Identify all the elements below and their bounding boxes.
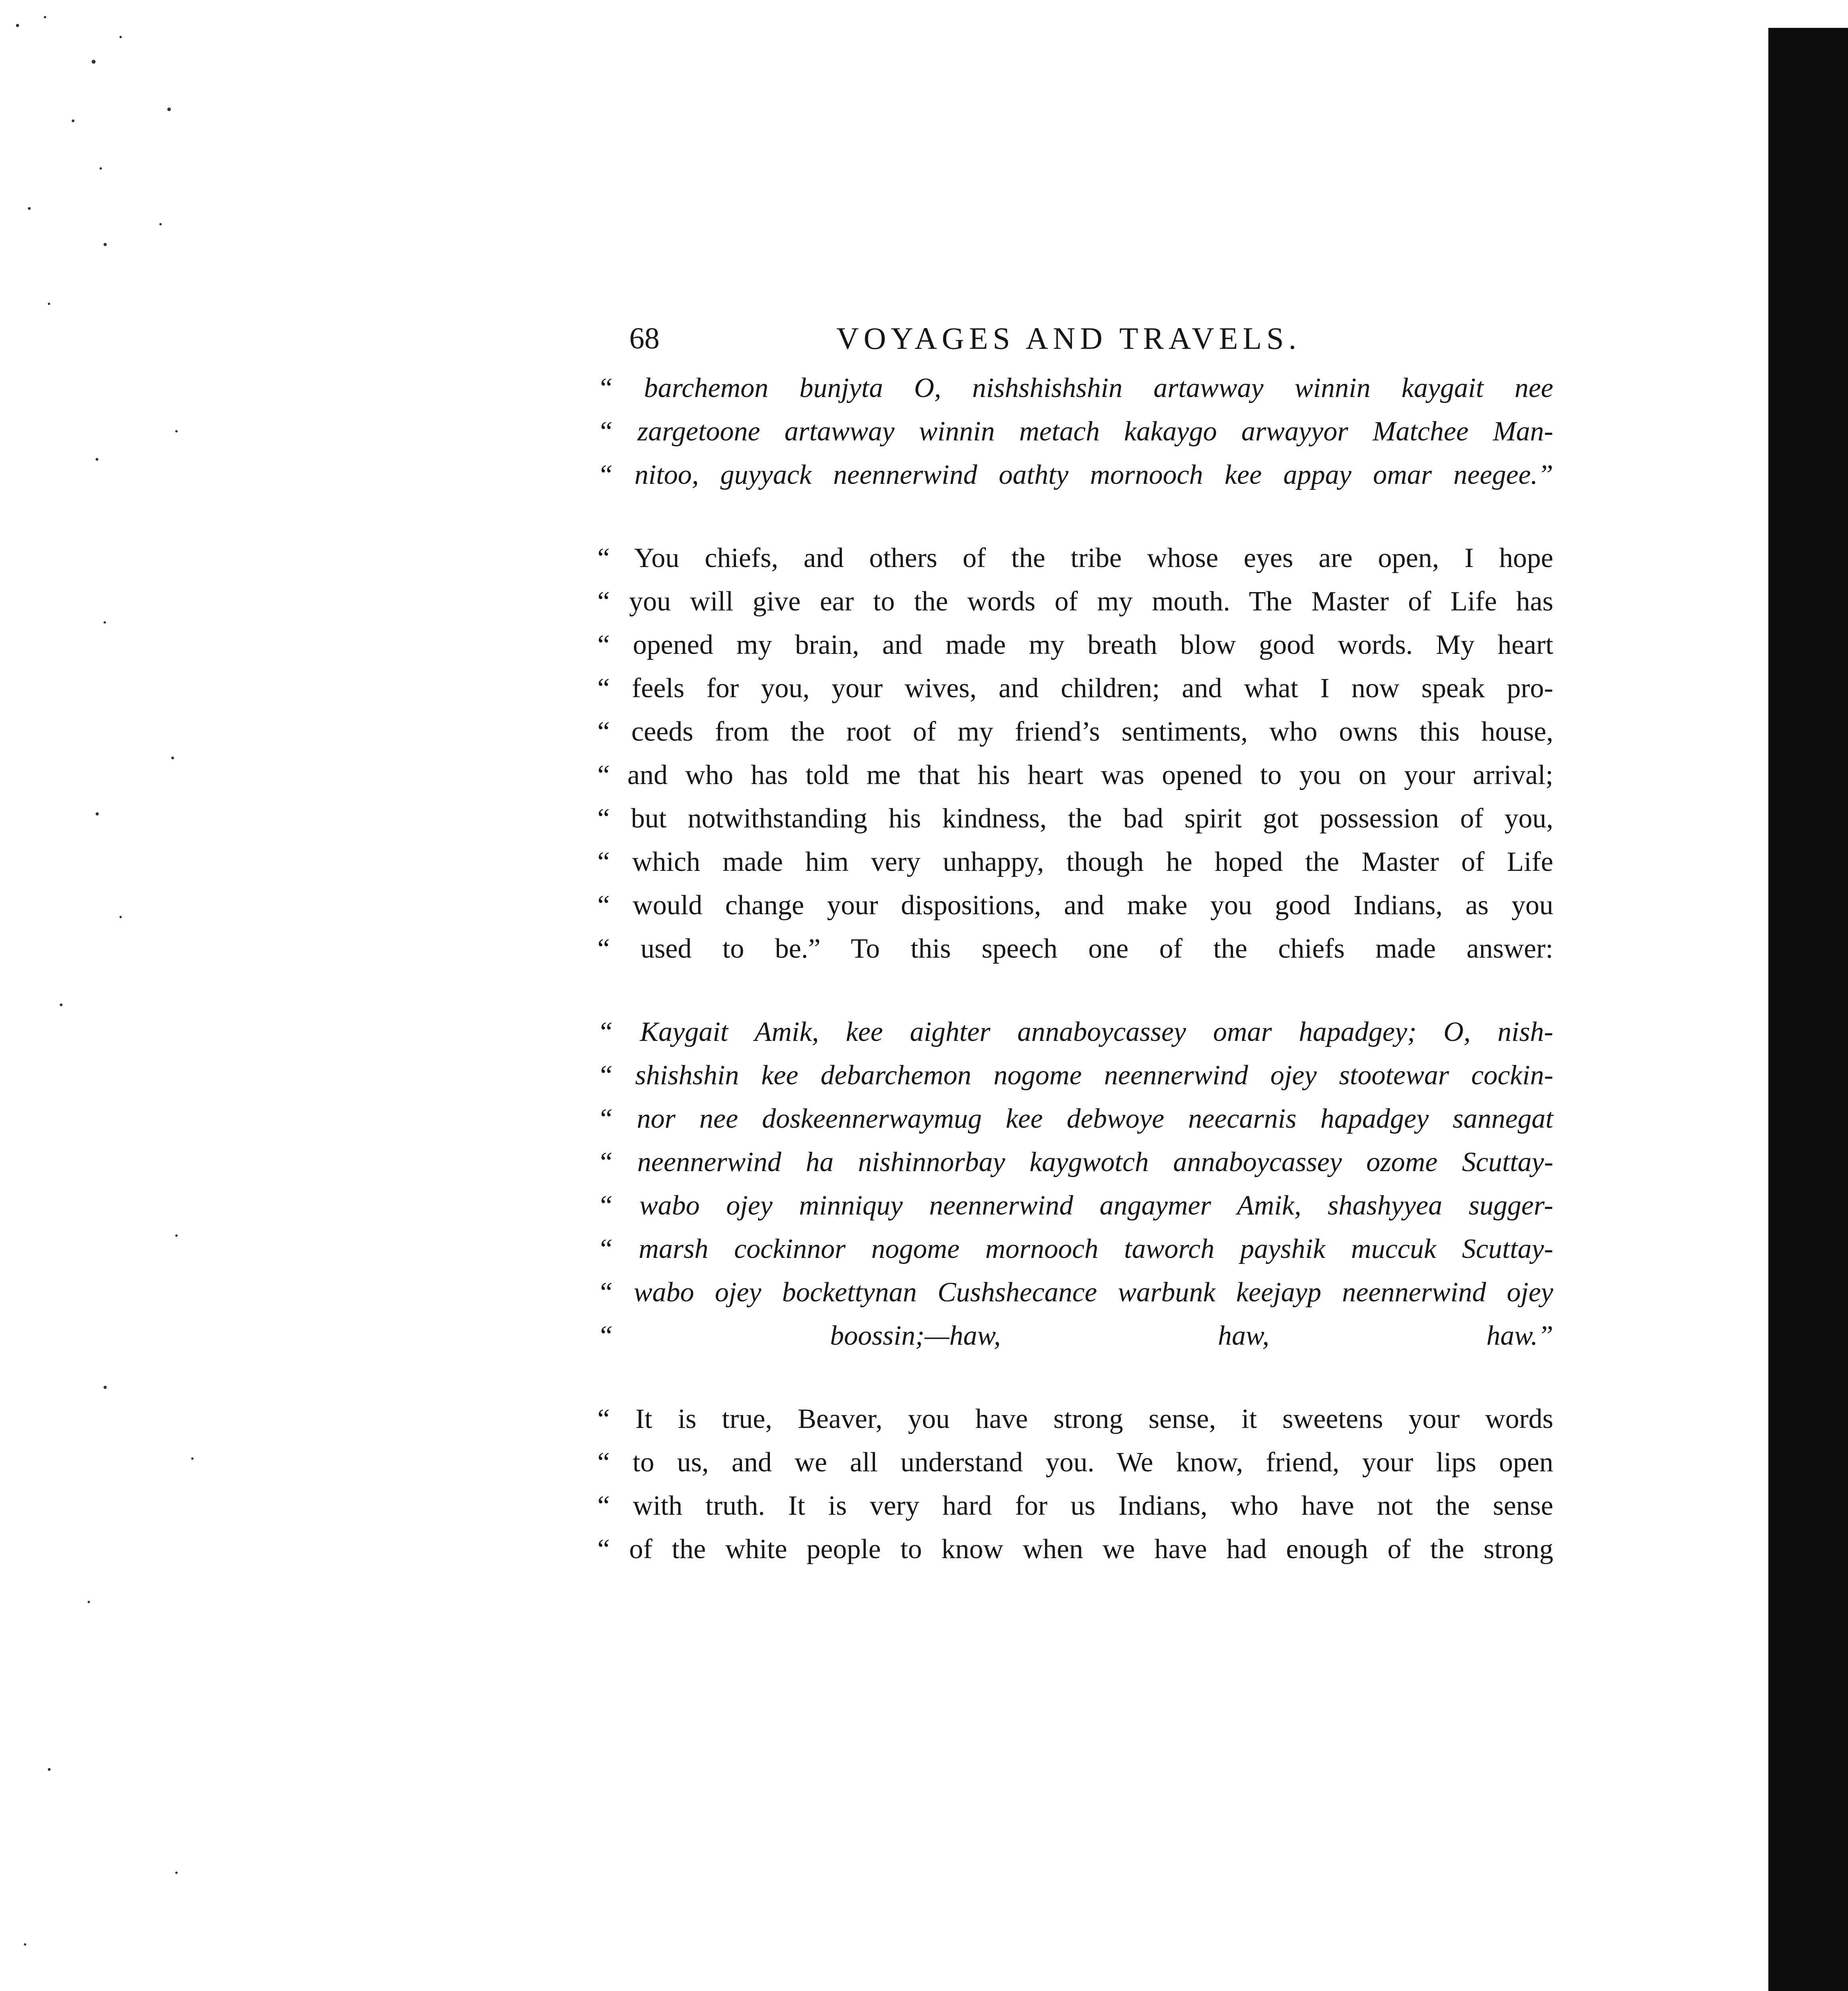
text-line: “ wabo ojey minniquy neennerwind angaymer Amik, shashyyea sugger- (597, 1190, 1553, 1221)
running-title: VOYAGES AND TRAVELS. (836, 321, 1301, 356)
text-line: “ with truth. It is very hard for us Indians, who have not the sense (597, 1490, 1553, 1521)
scan-speck (175, 1872, 178, 1874)
text-line: “ you will give ear to the words of my mouth. The Master of Life has (597, 586, 1553, 617)
text-line: “ barchemon bunjyta O, nishshishshin artawway winnin kaygait nee (597, 373, 1553, 403)
text-line: “ which made him very unhappy, though he hoped the Master of Life (597, 847, 1553, 877)
left-gutter-specks (0, 0, 223, 1991)
running-head (597, 311, 1553, 362)
scan-speck (96, 812, 99, 816)
text-line: “ zargetoone artawway winnin metach kakaygo arwayyor Matchee Man- (597, 416, 1553, 447)
scan-speck (175, 430, 178, 432)
indian-speech-paragraph (597, 1010, 1553, 1357)
text-line: “ neennerwind ha nishinnorbay kaygwotch annaboycassey ozome Scuttay- (597, 1147, 1553, 1177)
text-line: “ ceeds from the root of my friend’s sentiments, who owns this house, (597, 716, 1553, 747)
scan-speck (191, 1457, 194, 1460)
scan-speck (60, 1003, 63, 1006)
text-line: “ marsh cockinnor nogome mornooch taworch payshik muccuk Scuttay- (597, 1234, 1553, 1264)
english-paragraph (597, 536, 1553, 970)
scan-speck (119, 916, 122, 918)
text-line: “ and who has told me that his heart was opened to you on your arrival; (597, 760, 1553, 790)
paragraph-gap (597, 497, 1553, 536)
indian-speech-paragraph (597, 366, 1553, 497)
text-line: “ feels for you, your wives, and children; and what I now speak pro- (597, 673, 1553, 704)
text-line: “ nitoo, guyyack neennerwind oathty mornooch kee appay omar neegee.” (597, 460, 1553, 490)
scan-speck (171, 757, 174, 759)
paragraph-gap (597, 970, 1553, 1010)
scan-speck (96, 458, 98, 461)
scan-speck (48, 1768, 51, 1771)
scan-speck (119, 36, 122, 38)
text-line: “ to us, and we all understand you. We know, friend, your lips open (597, 1447, 1553, 1478)
scan-speck (104, 1386, 107, 1389)
text-line: “ It is true, Beaver, you have strong sense, it sweetens your words (597, 1404, 1553, 1434)
scan-speck (104, 621, 106, 624)
text-line: “ Kaygait Amik, kee aighter annaboycassey omar hapadgey; O, nish- (597, 1017, 1553, 1047)
scan-speck (100, 167, 102, 170)
text-line: “ shishshin kee debarchemon nogome neennerwind ojey stootewar cockin- (597, 1060, 1553, 1091)
scan-speck (88, 1601, 90, 1603)
scan-speck (28, 207, 31, 210)
scan-speck (44, 16, 46, 18)
scan-speck (48, 303, 50, 305)
scan-speck (159, 223, 162, 225)
scan-speck (16, 24, 19, 27)
text-line: “ boossin;—haw, haw, haw.” (597, 1320, 1553, 1351)
book-page (597, 311, 1553, 1571)
text-line: “ wabo ojey bockettynan Cushshecance warbunk keejayp neennerwind ojey (597, 1277, 1553, 1308)
text-line: “ used to be.” To this speech one of the chiefs made answer: (597, 933, 1553, 964)
scan-speck (104, 243, 107, 246)
scan-speck (92, 60, 96, 64)
english-paragraph (597, 1397, 1553, 1571)
page-edge-shadow (1768, 28, 1848, 1991)
scan-speck (24, 1943, 26, 1946)
text-line: “ of the white people to know when we have had enough of the strong (597, 1534, 1553, 1565)
page-number: 68 (629, 322, 660, 355)
scan-speck (175, 1234, 178, 1237)
paragraph-gap (597, 1357, 1553, 1397)
scan-speck (167, 108, 171, 111)
text-line: “ opened my brain, and made my breath blow good words. My heart (597, 630, 1553, 660)
body-text (597, 366, 1553, 1571)
text-line: “ nor nee doskeennerwaymug kee debwoye neecarnis hapadgey sannegat (597, 1103, 1553, 1134)
text-line: “ would change your dispositions, and make you good Indians, as you (597, 890, 1553, 921)
text-line: “ You chiefs, and others of the tribe whose eyes are open, I hope (597, 543, 1553, 573)
text-line: “ but notwithstanding his kindness, the bad spirit got possession of you, (597, 803, 1553, 834)
scan-speck (72, 119, 74, 122)
